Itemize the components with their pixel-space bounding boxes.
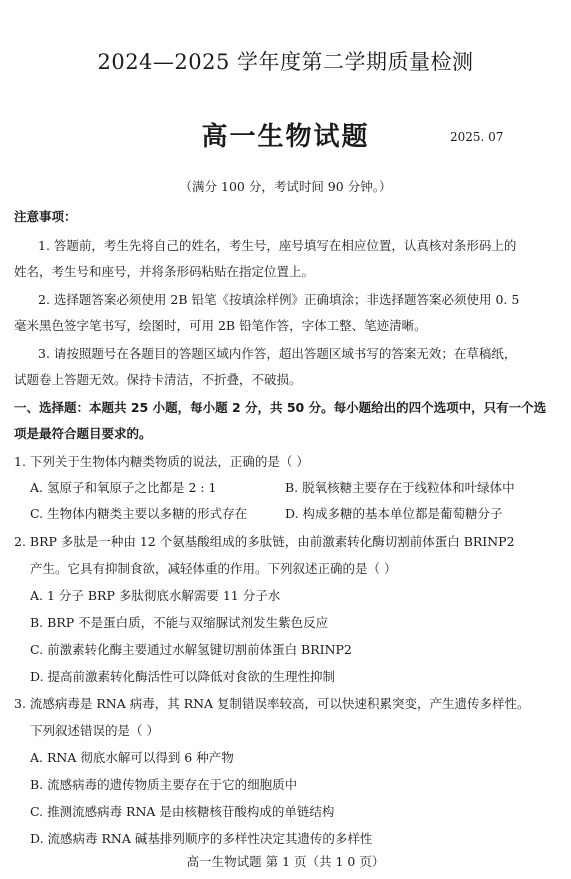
exam-title: 2024—2025 学年度第二学期质量检测	[97, 50, 474, 74]
notice-line: 毫米黑色签字笔书写，绘图时，可用 2B 铅笔作答，字体工整、笔迹清晰。	[14, 318, 427, 333]
notice-line: 姓名，考生号和座号，并将条形码粘贴在指定位置上。	[14, 264, 315, 279]
score-note: （满分 100 分，考试时间 90 分钟。）	[179, 179, 392, 194]
exam-date: 2025. 07	[450, 130, 504, 144]
notice-line: 试题卷上答题无效。保持卡清洁，不折叠，不破损。	[14, 372, 302, 387]
question-2-option-d: D. 提高前激素转化酶活性可以降低对食欲的生理性抑制	[30, 669, 336, 684]
notice-heading: 注意事项：	[14, 209, 77, 224]
section-heading: 一、选择题：本题共 25 小题，每小题 2 分，共 50 分。每小题给出的四个选项中，只有一个选	[14, 400, 547, 415]
question-3-stem-cont: 下列叙述错误的是（ ）	[30, 723, 159, 738]
question-3-stem: 3. 流感病毒是 RNA 病毒，其 RNA 复制错误率较高，可以快速积累突变，产生遗传多样性。	[14, 696, 530, 711]
question-2-option-a: A. 1 分子 BRP 多肽彻底水解需要 11 分子水	[30, 588, 281, 603]
question-1-option-b: B. 脱氧核糖主要存在于线粒体和叶绿体中	[285, 480, 515, 495]
question-2-stem-cont: 产生。它具有抑制食欲，减轻体重的作用。下列叙述正确的是（ ）	[30, 561, 397, 576]
question-3-option-c: C. 推测流感病毒 RNA 是由核糖核苷酸构成的单链结构	[30, 804, 335, 819]
question-1-option-d: D. 构成多糖的基本单位都是葡萄糖分子	[285, 506, 503, 521]
question-1-option-c: C. 生物体内糖类主要以多糖的形式存在	[30, 506, 248, 521]
subject-title: 高一生物试题	[201, 122, 370, 152]
question-1-option-a: A. 氢原子和氧原子之比都是 2 : 1	[30, 480, 217, 495]
question-3-option-b: B. 流感病毒的遗传物质主要存在于它的细胞质中	[30, 777, 298, 792]
section-heading-cont: 项是最符合题目要求的。	[14, 426, 152, 441]
notice-line: 1. 答题前，考生先将自己的姓名，考生号，座号填写在相应位置，认真核对条形码上的	[38, 238, 517, 253]
question-3-option-a: A. RNA 彻底水解可以得到 6 种产物	[30, 750, 234, 765]
question-2-stem: 2. BRP 多肽是一种由 12 个氨基酸组成的多肽链，由前激素转化酶切割前体蛋白 BRINP2	[14, 534, 515, 549]
question-2-option-b: B. BRP 不是蛋白质，不能与双缩脲试剂发生紫色反应	[30, 615, 329, 630]
question-3-option-d: D. 流感病毒 RNA 碱基排列顺序的多样性决定其遗传的多样性	[30, 831, 373, 846]
question-1-stem: 1. 下列关于生物体内糖类物质的说法，正确的是（ ）	[14, 454, 309, 469]
notice-line: 2. 选择题答案必须使用 2B 铅笔《按填涂样例》正确填涂；非选择题答案必须使用 0. 5	[38, 292, 520, 307]
question-2-option-c: C. 前激素转化酶主要通过水解氢键切割前体蛋白 BRINP2	[30, 642, 352, 657]
notice-line: 3. 请按照题号在各题目的答题区域内作答，超出答题区域书写的答案无效；在草稿纸，	[38, 346, 517, 361]
page-footer: 高一生物试题 第 1 页（共 1 0 页）	[186, 854, 385, 869]
